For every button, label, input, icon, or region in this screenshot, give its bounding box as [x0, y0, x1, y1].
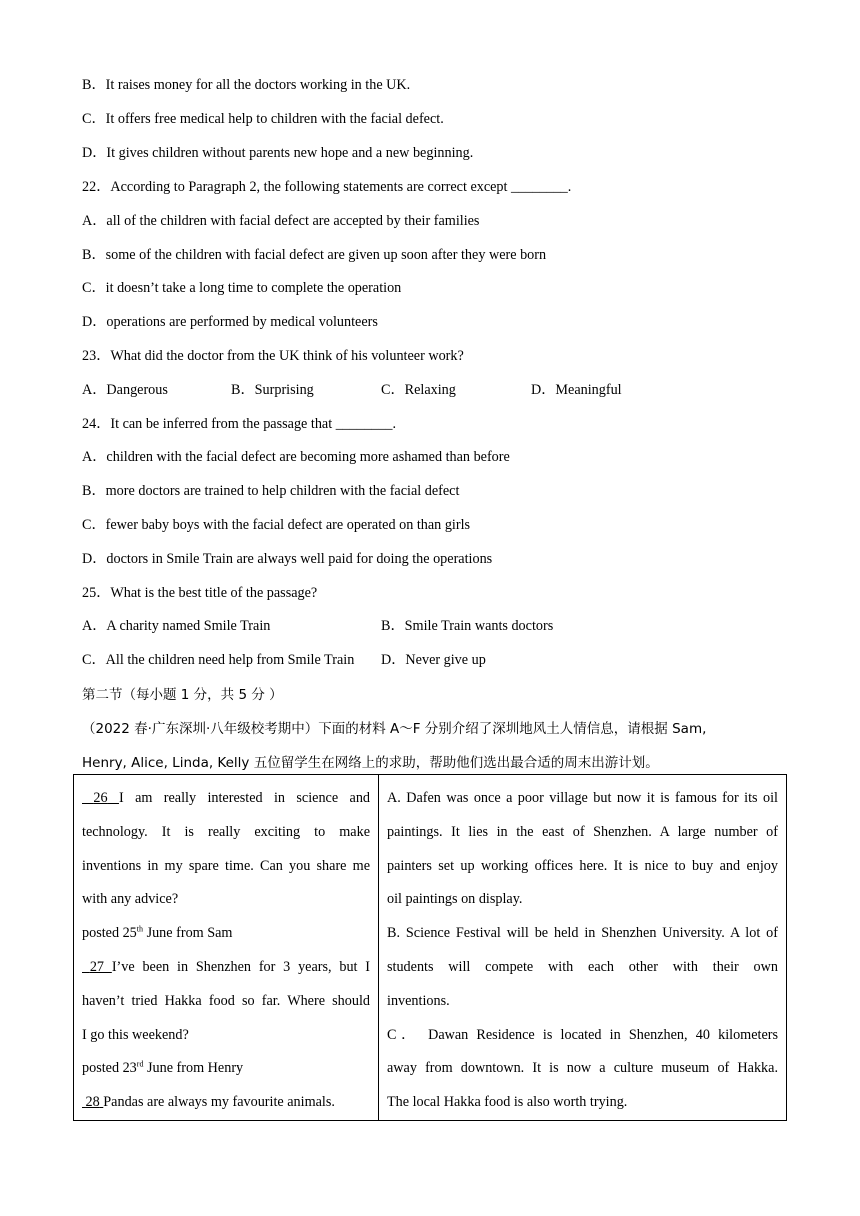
q25-option-c: C．All the children need help from Smile Train — [82, 652, 355, 668]
request-27-row-2: haven’t tried Hakka food so far. Where should — [82, 992, 370, 1009]
q22-option-b: B．some of the children with facial defect are given up soon after they were born — [82, 247, 547, 263]
q25-option-d: D．Never give up — [381, 652, 486, 668]
q22-stem: 22．According to Paragraph 2, the following statements are correct except ________. — [82, 179, 572, 195]
request-26-row-2: technology. It is really exciting to make — [82, 823, 370, 840]
q21-option-d: D．It gives children without parents new hope and a new beginning. — [82, 145, 474, 161]
q23-option-b: B．Surprising — [231, 382, 314, 398]
option-c-row-3: The local Hakka food is also worth trying. — [387, 1094, 628, 1111]
q25-option-a: A．A charity named Smile Train — [82, 618, 271, 634]
q22-option-a: A．all of the children with facial defect are accepted by their families — [82, 213, 480, 229]
section2-intro-line1: （2022 春·广东深圳·八年级校考期中）下面的材料 A～F 分别介绍了深圳地风土人情信息，请根据 Sam, — [82, 721, 707, 737]
section2-intro-line2: Henry, Alice, Linda, Kelly 五位留学生在网络上的求助，帮助他们选出最合适的周末出游计划。 — [82, 755, 659, 771]
requests-column — [74, 775, 379, 1121]
q24-option-d: D．doctors in Smile Train are always well paid for doing the operations — [82, 551, 493, 567]
q23-option-a: A．Dangerous — [82, 382, 168, 398]
q24-option-b: B．more doctors are trained to help children with the facial defect — [82, 483, 460, 499]
request-27-posted: posted 23rd June from Henry — [82, 1059, 244, 1077]
request-27-row-1: 27 I’ve been in Shenzhen for 3 years, but I — [82, 951, 370, 985]
request-26-row-3: inventions in my spare time. Can you share me — [82, 857, 370, 874]
matching-table — [73, 774, 787, 1121]
blank-28: 28 — [85, 1094, 100, 1111]
q25-stem: 25．What is the best title of the passage? — [82, 585, 318, 601]
request-28-row-1: 28 Pandas are always my favourite animals. — [82, 1086, 370, 1120]
q25-option-b: B．Smile Train wants doctors — [381, 618, 554, 634]
q23-option-c: C．Relaxing — [381, 382, 456, 398]
blank-27: 27 — [89, 958, 104, 975]
q24-stem: 24．It can be inferred from the passage that ________. — [82, 416, 396, 432]
option-b-row-3: inventions. — [387, 992, 450, 1009]
request-26-posted: posted 25th June from Sam — [82, 924, 233, 942]
request-26-row-4: with any advice? — [82, 891, 179, 908]
option-c-row-2: away from downtown. It is now a culture museum of Hakka. — [387, 1060, 778, 1077]
option-a-row-2: paintings. It lies in the east of Shenzhen. A large number of — [387, 823, 778, 840]
q23-option-d: D．Meaningful — [531, 382, 622, 398]
q23-stem: 23．What did the doctor from the UK think of his volunteer work? — [82, 348, 464, 364]
option-a-row-1: A. Dafen was once a poor village but now it is famous for its oil — [387, 790, 778, 806]
option-b-row-1: B. Science Festival will be held in Shenzhen University. A lot of — [387, 925, 778, 942]
option-a-row-3: painters set up working offices here. It is nice to buy and enjoy — [387, 857, 778, 874]
q22-option-c: C．it doesn’t take a long time to complete the operation — [82, 280, 402, 296]
blank-26: 26 — [93, 790, 108, 806]
request-27-row-3: I go this weekend? — [82, 1026, 189, 1043]
q22-option-d: D．operations are performed by medical volunteers — [82, 314, 378, 330]
section2-heading: 第二节（每小题 1 分，共 5 分 ） — [82, 687, 283, 703]
q24-option-c: C．fewer baby boys with the facial defect are operated on than girls — [82, 517, 471, 533]
q21-option-b: B．It raises money for all the doctors working in the UK. — [82, 77, 411, 93]
request-26-row-1: 26 I am really interested in science and — [82, 782, 370, 816]
option-b-row-2: students will compete with each other with their own — [387, 958, 778, 975]
q24-option-a: A．children with the facial defect are becoming more ashamed than before — [82, 449, 510, 465]
options-column — [379, 775, 787, 1121]
option-c-row-1: C． Dawan Residence is located in Shenzhen, 40 kilometers — [387, 1026, 778, 1043]
option-a-row-4: oil paintings on display. — [387, 891, 523, 908]
q21-option-c: C．It offers free medical help to children with the facial defect. — [82, 111, 444, 127]
